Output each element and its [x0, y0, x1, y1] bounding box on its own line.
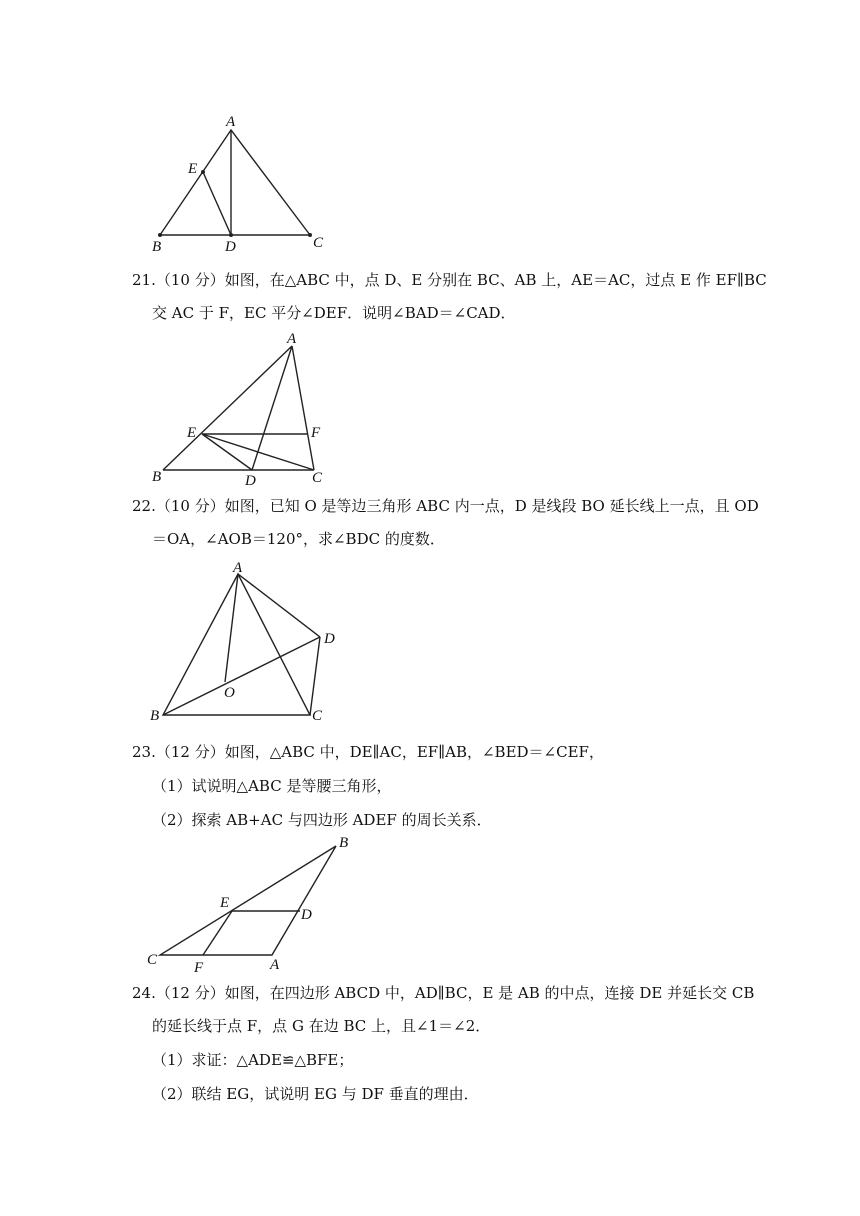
- q24-line1: 24.（12 分）如图，在四边形 ABCD 中，AD∥BC，E 是 AB 的中点，连接 DE 并延长交 CB: [132, 984, 755, 1002]
- label-o: O: [224, 685, 235, 701]
- label-c: C: [312, 470, 323, 486]
- q21-line1: 21.（10 分）如图，在△ABC 中，点 D、E 分别在 BC、AB 上，AE＝AC，过点 E 作 EF∥BC: [132, 271, 767, 289]
- q23-line1: 23.（12 分）如图，△ABC 中，DE∥AC，EF∥AB，∠BED＝∠CEF，: [132, 743, 604, 761]
- q21-line2: 交 AC 于 F，EC 平分∠DEF．说明∠BAD＝∠CAD．: [152, 304, 516, 322]
- label-d: D: [245, 473, 256, 489]
- q24-line4: （2）联结 EG，试说明 EG 与 DF 垂直的理由．: [152, 1085, 479, 1103]
- q24-line2: 的延长线于点 F，点 G 在边 BC 上，且∠1＝∠2．: [152, 1017, 491, 1035]
- label-b: B: [339, 835, 349, 851]
- segment-ef: [203, 911, 232, 955]
- triangle-abc: [160, 846, 336, 955]
- label-d: D: [324, 631, 335, 647]
- label-b: B: [152, 469, 162, 485]
- q23-line2: （1）试说明△ABC 是等腰三角形，: [152, 777, 392, 795]
- label-c: C: [313, 235, 324, 251]
- label-c: C: [312, 708, 323, 724]
- label-a: A: [226, 114, 236, 130]
- q24-line3: （1）求证：△ADE≌△BFE；: [152, 1051, 354, 1069]
- label-e: E: [187, 425, 197, 441]
- label-b: B: [152, 239, 162, 255]
- label-e: E: [188, 161, 198, 177]
- label-c: C: [147, 952, 158, 968]
- label-e: E: [220, 895, 230, 911]
- label-a: A: [270, 957, 280, 973]
- label-d: D: [301, 907, 312, 923]
- label-f: F: [311, 425, 321, 441]
- label-f: F: [194, 960, 204, 976]
- q22-line2: ＝OA，∠AOB＝120°，求∠BDC 的度数．: [152, 530, 445, 548]
- label-b: B: [150, 708, 160, 724]
- label-a: A: [287, 331, 297, 347]
- label-d: D: [225, 239, 236, 255]
- q22-line1: 22.（10 分）如图，已知 O 是等边三角形 ABC 内一点，D 是线段 BO 延长线上一点，且 OD: [132, 497, 759, 515]
- q23-line3: （2）探索 AB+AC 与四边形 ADEF 的周长关系．: [152, 811, 492, 829]
- label-a: A: [233, 560, 243, 576]
